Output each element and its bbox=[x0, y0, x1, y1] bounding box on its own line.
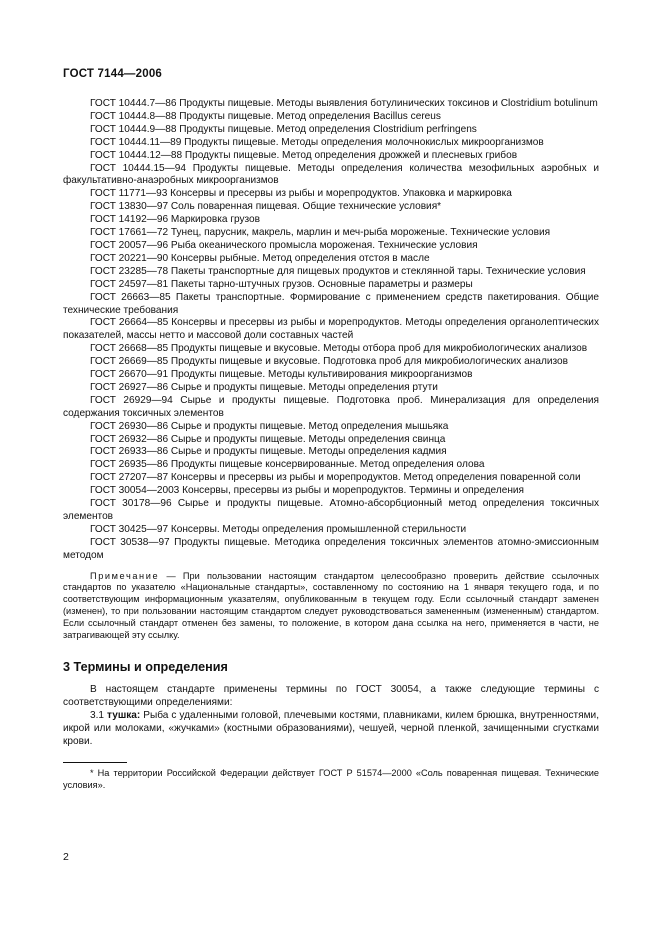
reference-item: ГОСТ 10444.15—94 Продукты пищевые. Методы определения количества мезофильных аэробных и факультативно-анаэробных микроорганизмов bbox=[63, 162, 599, 187]
reference-item: ГОСТ 24597—81 Пакеты тарно-штучных грузов. Основные параметры и размеры bbox=[90, 278, 473, 290]
note-label: Примечание bbox=[90, 570, 160, 581]
reference-item: ГОСТ 26670—91 Продукты пищевые. Методы культивирования микроорганизмов bbox=[90, 369, 473, 381]
reference-item: ГОСТ 30054—2003 Консервы, пресервы из рыбы и морепродуктов. Термины и определения bbox=[90, 485, 525, 497]
reference-item: ГОСТ 30538—97 Продукты пищевые. Методика определения токсичных элементов атомно-эмиссионным методом bbox=[63, 536, 599, 561]
reference-item: ГОСТ 10444.9—88 Продукты пищевые. Метод определения Clostridium perfringens bbox=[90, 123, 477, 135]
term-number: 3.1 bbox=[90, 710, 108, 722]
reference-item: ГОСТ 23285—78 Пакеты транспортные для пищевых продуктов и стеклянной тары. Технические условия bbox=[90, 265, 586, 277]
reference-item: ГОСТ 13830—97 Соль поваренная пищевая. Общие технические условия* bbox=[90, 201, 442, 213]
reference-item: ГОСТ 20057—96 Рыба океанического промысла мороженая. Технические условия bbox=[90, 239, 478, 251]
reference-item: ГОСТ 26935—86 Продукты пищевые консервированные. Метод определения олова bbox=[90, 459, 485, 471]
reference-item: ГОСТ 20221—90 Консервы рыбные. Метод определения отстоя в масле bbox=[90, 252, 430, 264]
reference-item: ГОСТ 30178—96 Сырье и продукты пищевые. Атомно-абсорбционный метод определения токсичных элементов bbox=[63, 498, 599, 522]
reference-item: ГОСТ 26669—85 Продукты пищевые и вкусовые. Подготовка проб для микробиологических анализов bbox=[90, 356, 568, 368]
footnote-divider bbox=[63, 762, 127, 763]
reference-item: ГОСТ 26932—86 Сырье и продукты пищевые. Методы определения свинца bbox=[90, 433, 446, 445]
reference-item: ГОСТ 10444.7—86 Продукты пищевые. Методы выявления ботулинических токсинов и Clostridium botulinum bbox=[90, 98, 598, 109]
reference-item: ГОСТ 14192—96 Маркировка грузов bbox=[90, 214, 261, 226]
term-text: Рыба с удаленными головой, плечевыми костями, плавниками, килем брюшка, внутренностями, икрой или молоками, «жучками» (костными образованиями), чешуей, черной пленкой, зачищенными сгустками крови. bbox=[63, 710, 599, 747]
document-header: ГОСТ 7144—2006 bbox=[63, 68, 163, 80]
reference-item: ГОСТ 27207—87 Консервы и пресервы из рыбы и морепродуктов. Метод определения поваренной соли bbox=[90, 472, 581, 484]
note-text: — При пользовании настоящим стандартом целесообразно проверить действие ссылочных стандартов по указателю «Национальные стандарты», составленному по состоянию на 1 января текущего года, и по соответствующим информационным указателям, опубликованным в текущем году. Если ссылочный стандарт заменен (изменен), то при пользовании настоящим стандартом следует руководствоваться замененным (измененным) стандартом. Если ссылочный стандарт отменен без замены, то положение, в котором дана ссылка на него, применяется в части, не затрагивающей эту ссылку. bbox=[63, 570, 599, 640]
document-body bbox=[63, 98, 599, 791]
section-title: 3 Термины и определения bbox=[63, 660, 228, 675]
reference-item: ГОСТ 10444.8—88 Продукты пищевые. Метод определения Bacillus cereus bbox=[90, 110, 441, 122]
reference-item: ГОСТ 26668—85 Продукты пищевые и вкусовые. Методы отбора проб для микробиологических анализов bbox=[90, 343, 588, 355]
reference-item: ГОСТ 10444.12—88 Продукты пищевые. Метод определения дрожжей и плесневых грибов bbox=[90, 149, 518, 161]
reference-item: ГОСТ 11771—93 Консервы и пресервы из рыбы и морепродуктов. Упаковка и маркировка bbox=[90, 188, 512, 200]
normative-references-list bbox=[63, 98, 599, 563]
reference-item: ГОСТ 26930—86 Сырье и продукты пищевые. Метод определения мышьяка bbox=[90, 420, 449, 432]
footnote: * На территории Российской Федерации действует ГОСТ Р 51574—2000 «Соль поваренная пищевая. Технические условия». bbox=[63, 767, 599, 790]
reference-item: ГОСТ 26933—86 Сырье и продукты пищевые. Методы определения кадмия bbox=[90, 446, 447, 458]
term-definition bbox=[63, 710, 599, 749]
page-number: 2 bbox=[63, 851, 69, 863]
reference-item: ГОСТ 26927—86 Сырье и продукты пищевые. Методы определения ртути bbox=[90, 381, 438, 393]
section-intro: В настоящем стандарте применены термины по ГОСТ 30054, а также следующие термины с соответствующими определениями: bbox=[63, 684, 599, 709]
reference-item: ГОСТ 26664—85 Консервы и пресервы из рыбы и морепродуктов. Методы определения органолептических показателей, массы нетто и массовой доли составных частей bbox=[63, 317, 599, 342]
reference-item: ГОСТ 26929—94 Сырье и продукты пищевые. Подготовка проб. Минерализация для определения содержания токсичных элементов bbox=[63, 394, 599, 419]
note-paragraph bbox=[63, 571, 599, 642]
term-label: тушка: bbox=[107, 710, 141, 722]
reference-item: ГОСТ 26663—85 Пакеты транспортные. Формирование с применением средств пакетирования. Общие технические требования bbox=[63, 291, 599, 316]
reference-item: ГОСТ 10444.11—89 Продукты пищевые. Методы определения молочнокислых микроорганизмов bbox=[90, 136, 544, 148]
reference-item: ГОСТ 17661—72 Тунец, парусник, макрель, марлин и меч-рыба мороженые. Технические условия bbox=[90, 227, 551, 239]
reference-item: ГОСТ 30425—97 Консервы. Методы определения промышленной стерильности bbox=[90, 523, 467, 535]
